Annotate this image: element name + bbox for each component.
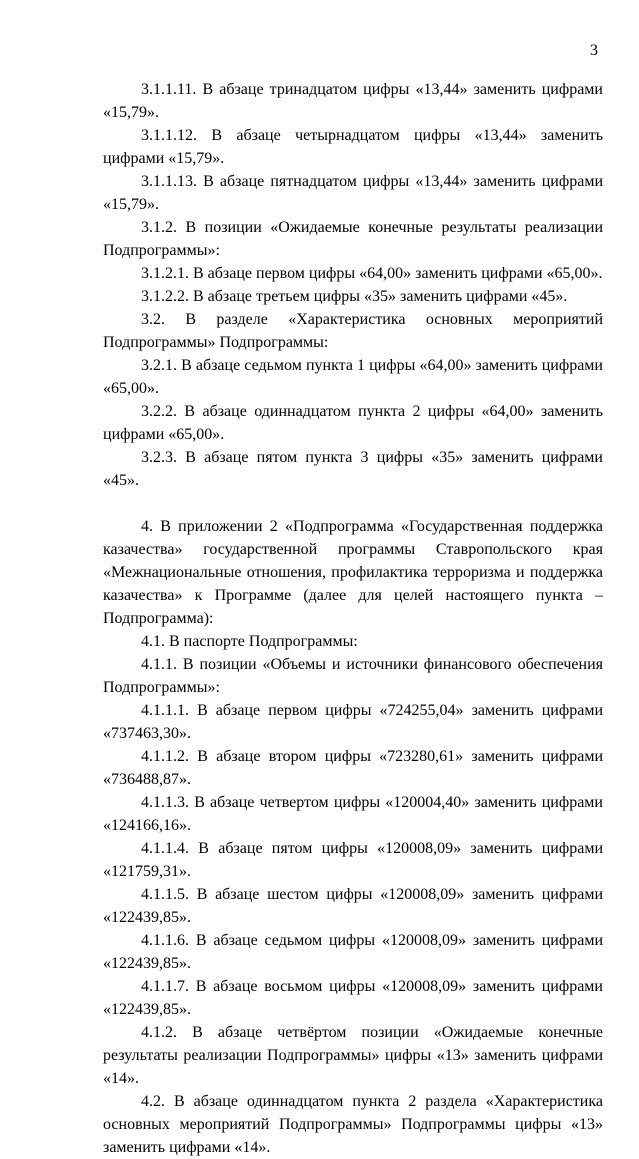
paragraph-3-1-1-13: 3.1.1.13. В абзаце пятнадцатом цифры «13,44» заменить цифрами «15,79». [103,173,603,213]
paragraph-3-2-2: 3.2.2. В абзаце одиннадцатом пункта 2 цифры «64,00» заменить цифрами «65,00». [103,403,603,443]
paragraph-3-2-3: 3.2.3. В абзаце пятом пункта 3 цифры «35» заменить цифрами «45». [103,449,603,489]
paragraph-4-1-1-4: 4.1.1.4. В абзаце пятом цифры «120008,09» заменить цифрами «121759,31». [103,840,603,880]
paragraph-4-1-2: 4.1.2. В абзаце четвёртом позиции «Ожидаемые конечные результаты реализации Подпрограммы» цифры «13» заменить цифрами «14». [103,1024,603,1087]
paragraph-3-1-1-11: 3.1.1.11. В абзаце тринадцатом цифры «13,44» заменить цифрами «15,79». [103,81,603,121]
paragraph-4: 4. В приложении 2 «Подпрограмма «Государственная поддержка казачества» государственной программы Ставропольского края «Межнациональные отношения, профилактика терроризма и поддержка казачества» к Программе (далее для целей настоящего пункта – Подпрограмма): [103,518,603,627]
page-number: 3 [590,42,598,59]
paragraph-4-1-1-3: 4.1.1.3. В абзаце четвертом цифры «120004,40» заменить цифрами «124166,16». [103,794,603,834]
paragraph-3-1-2-2: 3.1.2.2. В абзаце третьем цифры «35» заменить цифрами «45». [141,288,568,305]
document-body [103,78,603,1159]
paragraph-3-1-2-1: 3.1.2.1. В абзаце первом цифры «64,00» заменить цифрами «65,00». [141,265,603,282]
paragraph-4-1-1-5: 4.1.1.5. В абзаце шестом цифры «120008,09» заменить цифрами «122439,85». [103,886,603,926]
paragraph-4-1-1-2: 4.1.1.2. В абзаце втором цифры «723280,61» заменить цифрами «736488,87». [103,748,603,788]
paragraph-4-2: 4.2. В абзаце одиннадцатом пункта 2 раздела «Характеристика основных мероприятий Подпрограммы» Подпрограммы цифры «13» заменить цифрами «14». [103,1093,603,1156]
paragraph-4-1-1: 4.1.1. В позиции «Объемы и источники финансового обеспечения Подпрограммы»: [103,656,603,696]
paragraph-3-1-1-12: 3.1.1.12. В абзаце четырнадцатом цифры «13,44» заменить цифрами «15,79». [103,127,603,167]
paragraph-3-1-2: 3.1.2. В позиции «Ожидаемые конечные результаты реализации Подпрограммы»: [103,219,603,259]
paragraph-gap [103,492,603,515]
paragraph-4-1-1-1: 4.1.1.1. В абзаце первом цифры «724255,04» заменить цифрами «737463,30». [103,702,603,742]
paragraph-4-1: 4.1. В паспорте Подпрограммы: [141,633,358,650]
paragraph-4-1-1-7: 4.1.1.7. В абзаце восьмом цифры «120008,09» заменить цифрами «122439,85». [103,978,603,1018]
paragraph-3-2: 3.2. В разделе «Характеристика основных мероприятий Подпрограммы» Подпрограммы: [103,311,603,351]
paragraph-4-1-1-6: 4.1.1.6. В абзаце седьмом цифры «120008,09» заменить цифрами «122439,85». [103,932,603,972]
paragraph-3-2-1: 3.2.1. В абзаце седьмом пункта 1 цифры «64,00» заменить цифрами «65,00». [103,357,603,397]
